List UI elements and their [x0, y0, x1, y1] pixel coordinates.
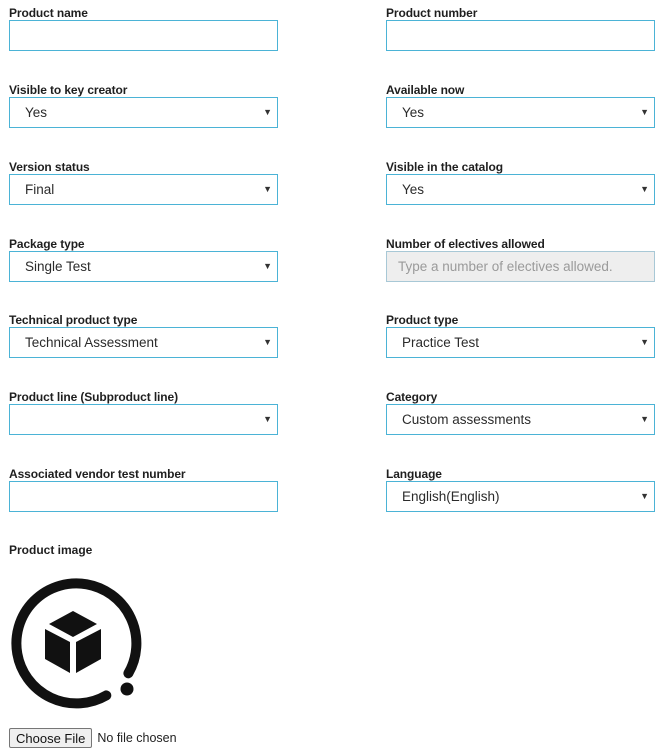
technical-product-type-value: Technical Assessment	[25, 335, 158, 350]
language-value: English(English)	[402, 489, 500, 504]
technical-product-type-label: Technical product type	[9, 313, 138, 327]
version-status-value: Final	[25, 182, 55, 197]
chevron-down-icon: ▼	[263, 337, 272, 347]
category-label: Category	[386, 390, 438, 404]
product-image-label: Product image	[9, 543, 93, 557]
product-name-input[interactable]	[9, 20, 278, 51]
language-label: Language	[386, 467, 442, 481]
chevron-down-icon: ▼	[640, 337, 649, 347]
visible-in-catalog-select[interactable]	[386, 174, 655, 205]
product-name-label: Product name	[9, 6, 88, 20]
file-upload	[9, 728, 177, 748]
electives-allowed-label: Number of electives allowed	[386, 237, 545, 251]
available-now-label: Available now	[386, 83, 465, 97]
chevron-down-icon: ▼	[640, 414, 649, 424]
product-box-icon	[9, 576, 143, 710]
visible-to-key-creator-value: Yes	[25, 105, 48, 120]
category-select[interactable]	[386, 404, 655, 435]
product-type-select[interactable]	[386, 327, 655, 358]
category-value: Custom assessments	[402, 412, 532, 427]
chevron-down-icon: ▼	[263, 184, 272, 194]
product-line-label: Product line (Subproduct line)	[9, 390, 178, 404]
visible-in-catalog-value: Yes	[402, 182, 425, 197]
electives-allowed-placeholder: Type a number of electives allowed.	[398, 259, 613, 274]
chevron-down-icon: ▼	[640, 107, 649, 117]
product-number-label: Product number	[386, 6, 478, 20]
language-select[interactable]	[386, 481, 655, 512]
chevron-down-icon: ▼	[640, 491, 649, 501]
version-status-label: Version status	[9, 160, 90, 174]
visible-to-key-creator-select[interactable]	[9, 97, 278, 128]
visible-in-catalog-label: Visible in the catalog	[386, 160, 503, 174]
package-type-select[interactable]	[9, 251, 278, 282]
product-line-select[interactable]	[9, 404, 278, 435]
available-now-value: Yes	[402, 105, 425, 120]
package-type-value: Single Test	[25, 259, 91, 274]
technical-product-type-select[interactable]	[9, 327, 278, 358]
product-number-input[interactable]	[386, 20, 655, 51]
product-type-value: Practice Test	[402, 335, 480, 350]
vendor-test-number-label: Associated vendor test number	[9, 467, 186, 481]
available-now-select[interactable]	[386, 97, 655, 128]
choose-file-button[interactable]: Choose File	[9, 728, 92, 748]
package-type-label: Package type	[9, 237, 85, 251]
product-type-label: Product type	[386, 313, 459, 327]
chevron-down-icon: ▼	[263, 261, 272, 271]
chevron-down-icon: ▼	[640, 184, 649, 194]
chevron-down-icon: ▼	[263, 414, 272, 424]
vendor-test-number-input[interactable]	[9, 481, 278, 512]
electives-allowed-input[interactable]	[386, 251, 655, 282]
file-status-text: No file chosen	[97, 731, 177, 745]
chevron-down-icon: ▼	[263, 107, 272, 117]
version-status-select[interactable]	[9, 174, 278, 205]
visible-to-key-creator-label: Visible to key creator	[9, 83, 128, 97]
